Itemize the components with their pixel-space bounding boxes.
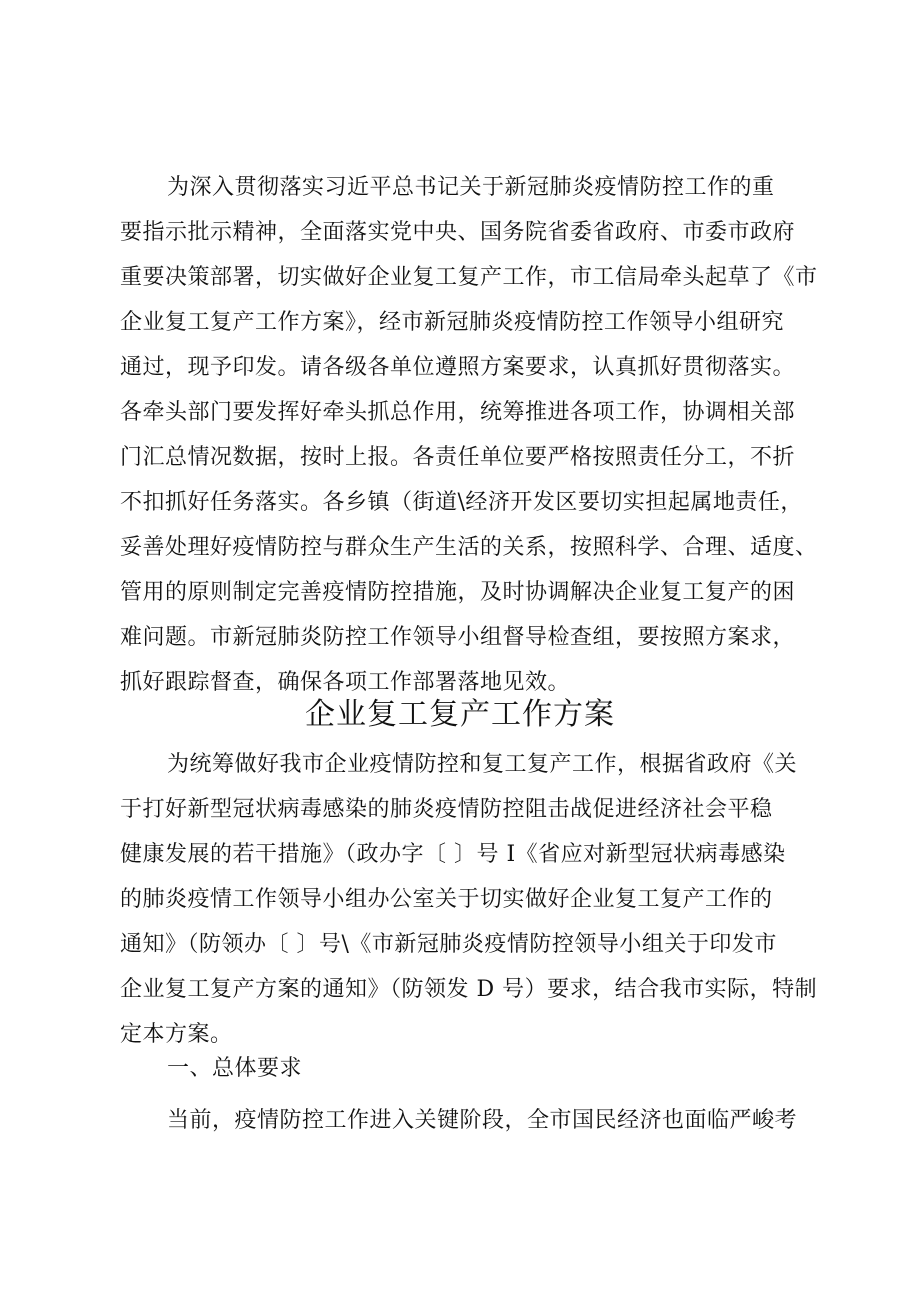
paragraph-line: 当前，疫情防控工作进入关键阶段，全市国民经济也面临严峻考 [167, 1108, 798, 1133]
paragraph-line: 难问题。市新冠肺炎防控工作领导小组督导检查组，要按照方案求， [120, 625, 796, 650]
section-heading-block [120, 1046, 825, 1091]
paragraph-line: 门汇总情况数据，按时上报。各责任单位要严格按照责任分工，不折 [120, 445, 796, 470]
section-paragraph [120, 1098, 825, 1143]
intro-paragraph [120, 165, 825, 705]
paragraph-line: 抓好跟踪督查，确保各项工作部署落地见效。 [120, 670, 571, 695]
section-heading: 一、总体要求 [167, 1056, 303, 1081]
paragraph-line: 通知》（防领办〔 〕号\《市新冠肺炎疫情防控领导小组关于印发市 [120, 932, 777, 957]
paragraph-line: 企业复工复产工作方案》，经市新冠肺炎疫情防控工作领导小组研究 [120, 310, 785, 335]
paragraph-line: 健康发展的若干措施》（政办字〔 〕号 I《省应对新型冠状病毒感染 [120, 842, 786, 867]
paragraph-line: 要指示批示精神，全面落实党中央、国务院省委省政府、市委市政府 [120, 220, 796, 245]
paragraph-line: 管用的原则制定完善疫情防控措施，及时协调解决企业复工复产的困 [120, 580, 796, 605]
paragraph-line: 于打好新型冠状病毒感染的肺炎疫情防控阻击战促进经济社会平稳 [120, 797, 773, 822]
paragraph-line: 为统筹做好我市企业疫情防控和复工复产工作，根据省政府《关 [167, 752, 798, 777]
paragraph-line: 的肺炎疫情工作领导小组办公室关于切实做好企业复工复产工作的 [120, 887, 773, 912]
paragraph-line: 各牵头部门要发挥好牵头抓总作用，统筹推进各项工作，协调相关部 [120, 400, 796, 425]
plan-paragraph [120, 742, 825, 1057]
paragraph-line: 不扣抓好任务落实。各乡镇（街道\经济开发区要切实担起属地责任， [120, 490, 803, 515]
paragraph-line: 企业复工复产方案的通知》（防领发 D 号）要求，结合我市实际，特制 [120, 977, 818, 1002]
paragraph-line: 妥善处理好疫情防控与群众生产生活的关系，按照科学、合理、适度、 [120, 535, 818, 560]
paragraph-line: 重要决策部署，切实做好企业复工复产工作，市工信局牵头起草了《市 [120, 265, 818, 290]
paragraph-line: 为深入贯彻落实习近平总书记关于新冠肺炎疫情防控工作的重 [167, 175, 775, 200]
document-title: 企业复工复产工作方案 [305, 697, 615, 732]
paragraph-line: 定本方案。 [120, 1022, 233, 1047]
paragraph-line: 通过，现予印发。请各级各单位遵照方案要求，认真抓好贯彻落实。 [120, 355, 796, 380]
